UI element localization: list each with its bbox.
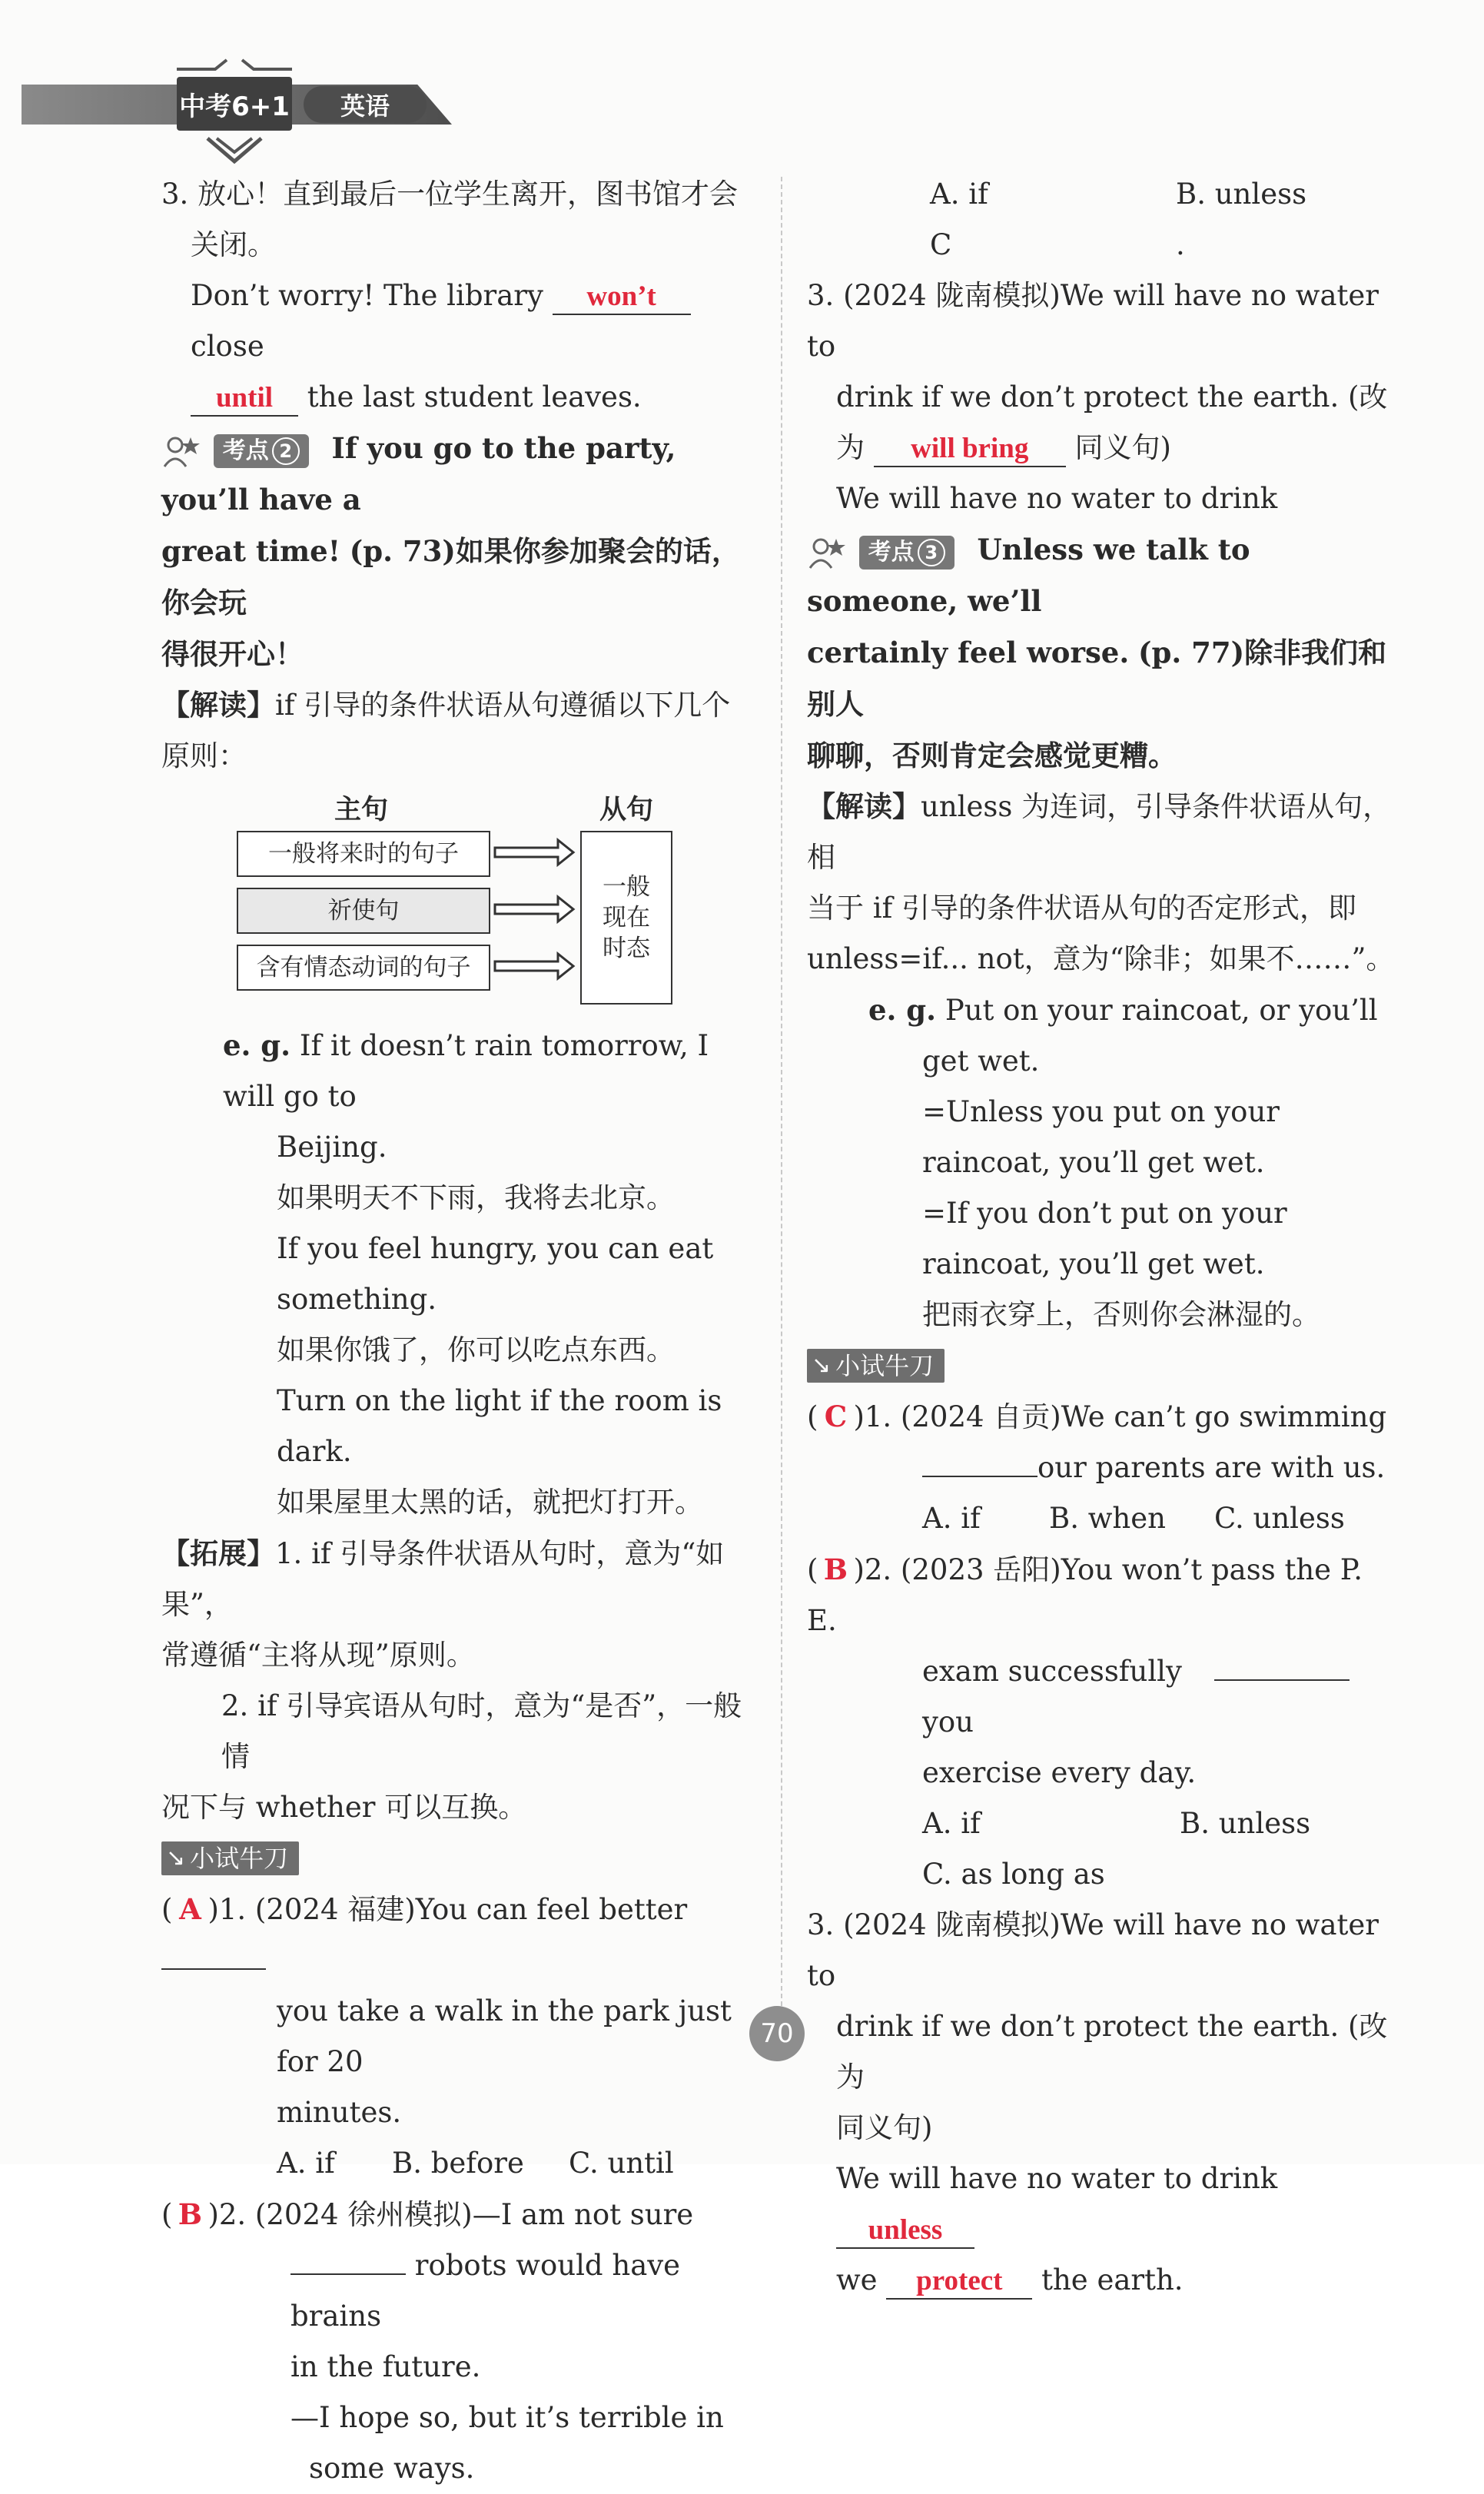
left-q2-text-b: robots would have brains [290,2249,681,2333]
kp3-english-2: certainly feel worse. [807,636,1130,669]
left-q2-line3: in the future. [290,2350,481,2383]
right-q3b-text-f: the earth. [1041,2263,1184,2296]
eg-label: e. g. [868,993,937,1027]
series-logo: 中考6+1 [177,77,292,131]
right-q3b-line3: 同义句) [836,2111,933,2144]
right-q1-answer: C [824,1400,848,1433]
kp2-english-1: If you go to the party, you’ll have a [161,431,676,516]
option: A. if [930,178,988,211]
kp2-badge [214,434,309,468]
tuozhan-line4: 况下与 whether 可以互换。 [161,1791,527,1824]
option: A. if [277,2147,335,2180]
left-q2-line2 [161,2240,753,2342]
diagram-arrow-icon [492,888,576,931]
kp3-badge-label: 考点 [868,538,915,566]
right-q1-options [807,1493,1399,1544]
left-try-heading [161,1833,753,1884]
diagram-right-line3: 时态 [603,935,650,962]
right-q2-text-c: you [922,1705,974,1738]
jiedu-text-1: if 引导的条件状语从句遵循以下几个 [275,689,731,722]
q3-answer-1: won’t [553,280,691,315]
jiedu-tag: 【解读】 [807,789,921,823]
right-q2-line2 [807,1646,1399,1748]
right-q3b-line1: 3. (2024 陇南模拟)We will have no water to [807,1908,1379,1992]
try-arrow-icon: ↘ [812,1352,832,1379]
tuozhan-line2: 常遵循“主将从现”原则。 [161,1639,475,1672]
diagram-arrow-icon [492,945,576,988]
eg2-line2: something. [277,1283,437,1316]
q3-english-line1 [161,271,753,372]
right-column [807,169,1399,2306]
left-q1-answer: A [179,1892,201,1926]
option: B. when [1049,1502,1166,1535]
right-q3-line1: 3. (2024 陇南模拟)We will have no water to [807,279,1379,363]
right-eg1-line2: get wet. [922,1044,1040,1078]
right-q2-line3: exercise every day. [922,1756,1197,1789]
option: A. if [922,1807,981,1840]
option: B. before [392,2147,524,2180]
kp2-heading [161,423,753,526]
try-arrow-icon: ↘ [166,1845,186,1871]
jiedu-line1 [161,679,753,731]
right-q3b-text-e: we [836,2263,878,2296]
option: B. unless [1176,178,1307,211]
column-divider [781,177,782,2006]
tuozhan-text-1: 1. if 引导条件状语从句时，意为“如果”， [161,1537,725,1621]
q3-prompt-line2: 关闭。 [191,228,276,261]
diagram-right-line1: 一般 [603,873,650,901]
try-label: 小试牛刀 [835,1351,935,1380]
paren: ( [161,1893,173,1926]
left-q2-text-a: )2. (2024 徐州模拟)—I am not sure [207,2198,694,2231]
q3-prompt-line1: 3. 放心！直到最后一位学生离开，图书馆才会 [161,178,739,211]
right-eg2-line1: =Unless you put on your [922,1095,1280,1128]
left-q2-blank [290,2246,406,2275]
q3-text-b: close [191,330,264,363]
eg3-line1: Turn on the light if the room is dark. [277,1384,722,1468]
right-jiedu-line3: unless=if... not，意为“除非；如果不……”。 [807,942,1395,975]
left-q1-options [161,2138,753,2189]
right-q1-text-b: our parents are with us. [1037,1451,1386,1484]
diagram-row-future: 一般将来时的句子 [237,831,490,877]
right-jiedu-line1 [807,781,1399,883]
right-eg1-line1 [807,985,1399,1036]
left-column [161,169,753,2494]
page-number: 70 [749,2006,805,2061]
option: C [930,228,952,261]
right-q3b-line2: drink if we don’t protect the earth. (改为 [836,2010,1388,2094]
eg-label: e. g. [223,1028,291,1062]
right-eg3-line2: raincoat, you’ll get wet. [922,1247,1265,1280]
clause-diagram [161,785,753,1015]
try-label: 小试牛刀 [190,1844,289,1873]
diagram-main-clause-head: 主句 [334,795,389,825]
right-q2-answer: B [823,1553,848,1586]
kp2-ref: (p. 73) [349,534,456,568]
right-q3b-text-d: We will have no water to drink [836,2162,1278,2195]
kp3-ref: (p. 77) [1138,636,1245,669]
kp2-chinese-2: 得很开心！ [161,637,304,671]
option: C. unless [1214,1502,1345,1535]
right-q2-text-a: )2. (2023 岳阳)You won’t pass the P. E. [807,1553,1363,1637]
kp2-badge-number: 2 [272,437,300,465]
left-q1-blank [161,1941,266,1970]
kp2-badge-label: 考点 [222,437,269,464]
try-badge [161,1841,299,1875]
left-q2-line1 [161,2189,753,2240]
right-q3b-answer-2: protect [886,2264,1032,2300]
right-q3b-answer-1: unless [836,2213,974,2249]
kp3-heading [807,524,1399,627]
jiedu-tag: 【解读】 [161,688,275,722]
right-q2-options-a [807,1798,1399,1849]
kp3-line2 [807,627,1399,730]
kp3-english-1: Unless we talk to someone, we’ll [807,533,1250,618]
right-q3-text-c: 同义句) [1074,431,1171,464]
q3-answer-2: until [191,381,298,417]
right-eg1-text-a: Put on your raincoat, or you’ll [945,994,1378,1027]
right-q1-line2 [807,1443,1399,1493]
option: B. unless [1180,1807,1311,1840]
right-q2-blank [1214,1652,1350,1681]
q3-text-c: the last student leaves. [307,380,642,413]
subject-tag: 英语 [304,86,427,123]
q3-english-line2 [161,372,753,423]
eg2-line1: If you feel hungry, you can eat [277,1232,714,1265]
eg1-text-a: If it doesn’t rain tomorrow, I will go to [223,1029,709,1113]
q3-text-a: Don’t worry! The library [191,279,543,312]
option: . [1176,228,1185,261]
right-q2-options-row1 [807,169,1399,220]
paren: ( [807,1400,818,1433]
paren: ( [807,1553,818,1586]
diagram-right-line2: 现在 [603,904,650,932]
left-q1-line3: minutes. [277,2096,402,2129]
right-q2-options-row2 [807,220,1399,271]
kp2-chinese: 如果你参加聚会的话，你会玩 [161,534,740,619]
star-person-icon [807,536,847,570]
kp2-line2 [161,526,753,629]
right-q1-line1 [807,1391,1399,1443]
diagram-arrow-icon [492,831,576,874]
right-q1-text-a: )1. (2024 自贡)We can’t go swimming [853,1400,1387,1433]
right-q2-option-c: C. as long as [922,1858,1105,1891]
eg1-line1 [161,1020,753,1122]
left-q2-line5: some ways. [309,2452,475,2485]
right-q2-line1 [807,1544,1399,1646]
kp3-badge-number: 3 [918,539,945,566]
right-eg-chinese: 把雨衣穿上，否则你会淋湿的。 [922,1298,1320,1331]
diagram-row-modal: 含有情态动词的句子 [237,945,490,991]
right-eg2-line2: raincoat, you’ll get wet. [922,1146,1265,1179]
eg2-chinese: 如果你饿了，你可以吃点东西。 [277,1333,675,1367]
kp3-chinese: 除非我们和别人 [807,636,1387,721]
diagram-present-tense-box [580,831,672,1005]
option: A. if [922,1502,981,1535]
tuozhan-line1 [161,1528,753,1630]
kp2-english-2: great time! [161,534,340,568]
option: C. until [569,2147,674,2180]
right-q3-line2 [807,372,1399,473]
tuozhan-line3: 2. if 引导宾语从句时，意为“是否”，一般情 [221,1689,742,1773]
right-eg3-line1: =If you don’t put on your [922,1197,1287,1230]
right-q3-line3: We will have no water to drink [836,482,1278,515]
right-jiedu-line2: 当于 if 引导的条件状语从句的否定形式，即 [807,892,1357,925]
right-q3b-line4 [807,2154,1399,2255]
right-q1-blank [922,1448,1037,1477]
try-badge [807,1349,945,1383]
right-q3b-line5 [807,2255,1399,2306]
left-q2-line4: —I hope so, but it’s terrible in [290,2401,724,2434]
eg3-chinese: 如果屋里太黑的话，就把灯打开。 [277,1486,703,1519]
tuozhan-tag: 【拓展】 [161,1536,275,1570]
right-jiedu-text-1: unless 为连词，引导条件状语从句，相 [807,790,1392,874]
paren: ( [161,2198,173,2231]
kp3-chinese-2: 聊聊，否则肯定会感觉更糟。 [807,739,1177,772]
right-q3-text-b: drink if we don’t protect the earth. (改为 [836,380,1388,464]
diagram-sub-clause-head: 从句 [599,795,654,825]
eg1-chinese: 如果明天不下雨，我将去北京。 [277,1181,675,1214]
left-q1-line1 [161,1884,753,1986]
kp3-badge [859,536,954,570]
diagram-row-imperative: 祈使句 [237,888,490,934]
left-q1-text-a: )1. (2024 福建)You can feel better [207,1893,688,1926]
left-q1-line2: you take a walk in the park just for 20 [277,1994,732,2078]
right-try-heading [807,1340,1399,1391]
right-q2-text-b: exam successfully [922,1655,1182,1688]
right-q3-answer: will bring [874,432,1066,467]
left-q2-answer: B [178,2197,203,2231]
jiedu-line2: 原则： [161,739,247,772]
star-person-icon [161,434,201,468]
eg1-line2: Beijing. [277,1131,387,1164]
